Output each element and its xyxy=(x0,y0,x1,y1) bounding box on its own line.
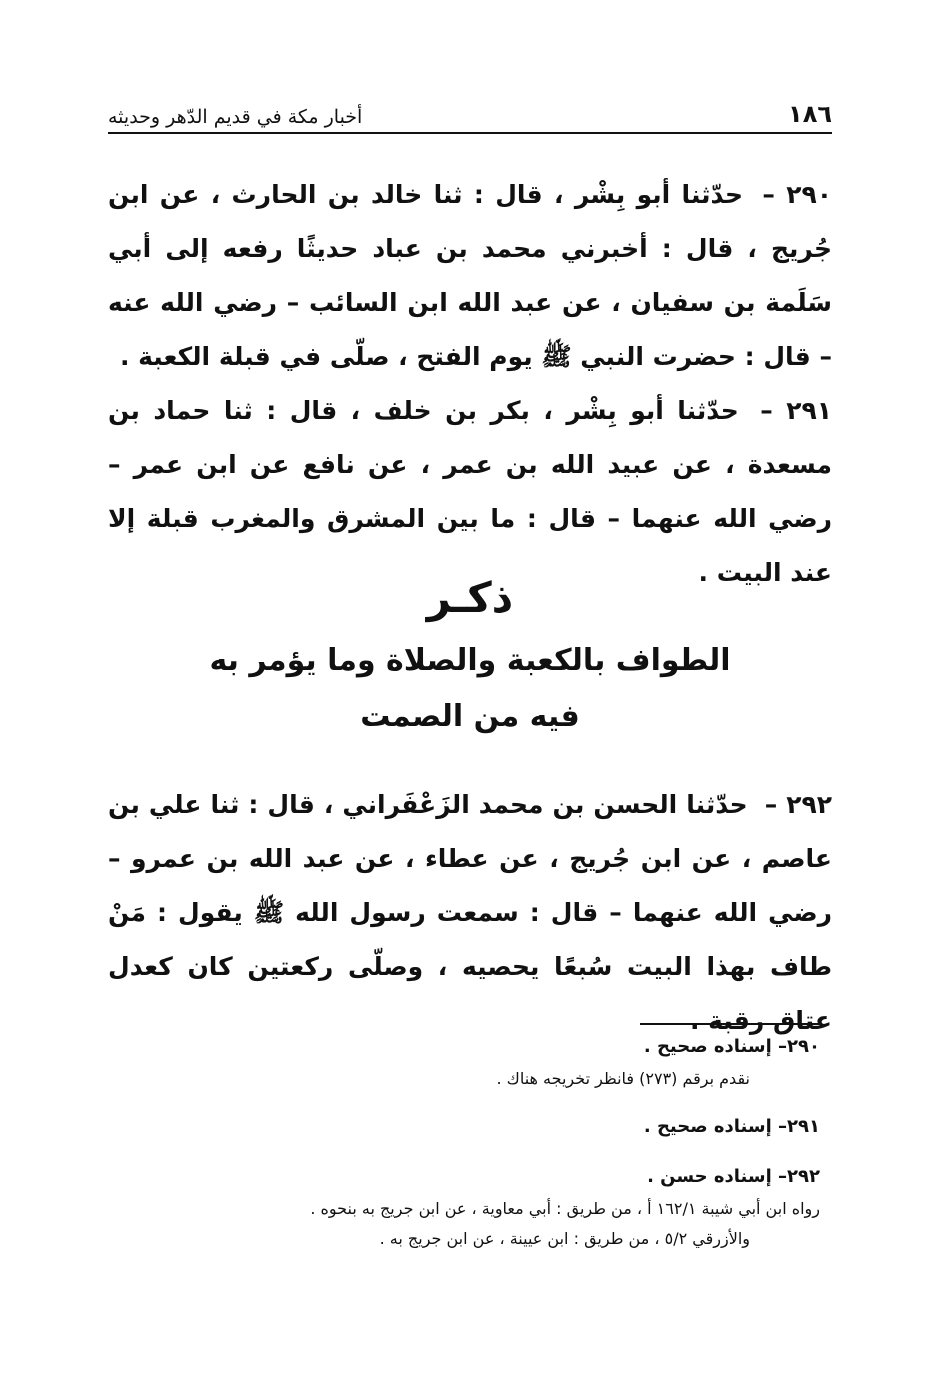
hadith-text: حدّثنا أبو بِشْر ، قال : ثنا خالد بن الحارث ، عن ابن جُريج ، قال : أخبرني محمد بن عباد حديثًا رفعه إلى أبي سَلَمة بن سفيان ، عن عبد الله ابن السائب – رضي الله عنه – قال : حضرت النبي ﷺ يوم الفتح ، صلّى في قبلة الكعبة . xyxy=(108,180,832,371)
footnote-290 xyxy=(100,1030,820,1094)
hadith-292 xyxy=(108,778,832,1048)
section-heading-line-1: الطواف بالكعبة والصلاة وما يؤمر به xyxy=(209,643,731,678)
hadith-number: ٢٩٢ – xyxy=(764,790,832,819)
footnote-line: والأزرقي ٥/٢ ، من طريق : ابن عيينة ، عن ابن جريج به . xyxy=(379,1229,750,1248)
running-title: أخبار مكة في قديم الدّهر وحديثه xyxy=(108,106,363,128)
footnotes xyxy=(100,1030,820,1270)
footnote-292 xyxy=(100,1160,820,1254)
footnote-heading: ٢٩١– إسناده صحيح . xyxy=(643,1116,820,1137)
hadith-number: ٢٩٠ – xyxy=(762,180,832,209)
footnote-line: رواه ابن أبي شيبة ١٦٢/١ أ ، من طريق : أبي معاوية ، عن ابن جريج به بنحوه . xyxy=(310,1199,820,1218)
hadith-text: حدّثنا الحسن بن محمد الزَعْفَراني ، قال : ثنا علي بن عاصم ، عن ابن جُريج ، عن عطاء ، عن عبد الله بن عمرو – رضي الله عنهما – قال : سمعت رسول الله ﷺ يقول : مَنْ طاف بهذا البيت سُبعًا يحصيه ، وصلّى ركعتين كان كعدل عتاق رقبة . xyxy=(108,790,832,1035)
hadith-number: ٢٩١ – xyxy=(760,396,832,425)
section-heading-dhikr: ذكـر xyxy=(426,573,514,622)
footnote-heading: ٢٩٢– إسناده حسن . xyxy=(647,1166,820,1187)
header-rule xyxy=(108,132,832,134)
hadith-290 xyxy=(108,168,832,384)
hadith-text: حدّثنا أبو بِشْر ، بكر بن خلف ، قال : ثنا حماد بن مسعدة ، عن عبيد الله بن عمر ، عن نافع عن ابن عمر – رضي الله عنهما – قال : ما بين المشرق والمغرب قبلة إلا عند البيت . xyxy=(108,396,832,587)
footnote-291 xyxy=(100,1110,820,1144)
page-number: ١٨٦ xyxy=(788,100,832,128)
running-header xyxy=(108,92,832,128)
footnote-line: نقدم برقم (٢٧٣) فانظر تخريجه هناك . xyxy=(496,1069,750,1088)
footnote-rule xyxy=(640,1023,820,1025)
footnote-heading: ٢٩٠– إسناده صحيح . xyxy=(643,1036,820,1057)
section-heading-line-2: فيه من الصمت xyxy=(360,699,580,734)
